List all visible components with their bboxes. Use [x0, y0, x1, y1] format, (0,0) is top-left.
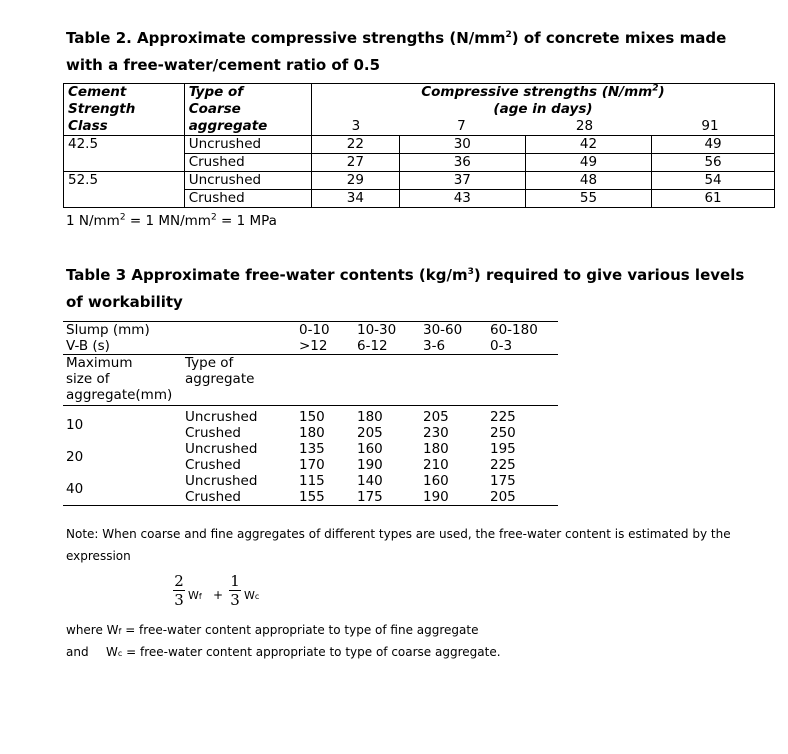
class-cell: 52.5	[64, 172, 185, 190]
value-cell: 170	[299, 457, 325, 473]
value-cell: 175	[490, 473, 516, 489]
compressive-strength-table	[63, 83, 775, 208]
type-cell: Crushed	[184, 154, 311, 172]
note-paragraph	[66, 523, 766, 567]
value-cell: 54	[652, 172, 775, 190]
table-row	[63, 441, 558, 457]
value-cell: 27	[311, 154, 399, 172]
type-cell: Crushed	[182, 489, 296, 506]
value-cell: 30	[399, 136, 525, 154]
value-cell: 135	[299, 441, 325, 457]
value-cell: 155	[296, 489, 354, 506]
fraction-one-third: 1 3	[230, 572, 240, 609]
slump-label: Slump (mm)	[63, 322, 296, 339]
table-row	[63, 473, 558, 489]
value-cell: 230	[423, 425, 449, 441]
value-cell: 180	[357, 409, 383, 425]
slump-value: 30-60	[420, 322, 487, 339]
vb-row	[63, 338, 558, 355]
value-cell: 29	[311, 172, 399, 190]
table3-title: Table 3 Approximate free-water contents $(kg/m^3)$ required to give various levels of workability	[66, 266, 745, 311]
slump-row	[63, 322, 558, 339]
value-cell: 225	[490, 457, 516, 473]
size-cell: 40	[63, 473, 182, 506]
age-3: 3	[351, 118, 361, 134]
age-91: 91	[701, 118, 719, 134]
note-line2: expression	[66, 549, 131, 563]
type-cell: Crushed	[185, 457, 241, 473]
vb-label: V-B (s)	[63, 338, 296, 355]
value-cell: 175	[354, 489, 420, 506]
value-cell: 22	[311, 136, 399, 154]
value-cell: 43	[399, 190, 525, 208]
value-cell: 180	[299, 425, 325, 441]
class-cell	[64, 190, 185, 208]
and-line: and	[66, 645, 89, 659]
wc-term: Wc	[244, 589, 260, 602]
header-compressive-strengths: Compressive strengths $(N/mm^2)$ (age in days) 3 7 28 91	[311, 84, 774, 136]
fraction-two-thirds: 2 3	[174, 572, 184, 609]
vb-value: 6-12	[354, 338, 420, 355]
formula	[173, 573, 283, 621]
value-cell: 42	[525, 136, 651, 154]
value-cell: 49	[525, 154, 651, 172]
value-cell: 34	[311, 190, 399, 208]
value-cell: 180	[423, 441, 449, 457]
table2-footnote: 1 $N/mm^2 = 1$ $MN/mm^2 = 1$ MPa	[66, 212, 277, 229]
table2-title: Table 2. Approximate compressive strengths $(N/mm^2)$ of concrete mixes made with a free-water/cement ratio of 0.5	[66, 29, 727, 74]
age-7: 7	[457, 118, 466, 134]
type-cell: Uncrushed	[185, 473, 258, 489]
value-cell: 190	[420, 489, 487, 506]
value-cell: 61	[652, 190, 775, 208]
header-cement-strength-class: Cement Strength Class	[64, 84, 185, 136]
table2-header-row	[64, 84, 775, 136]
type-cell: Crushed	[184, 190, 311, 208]
value-cell: 205	[357, 425, 383, 441]
vb-value: 3-6	[420, 338, 487, 355]
type-cell: Uncrushed	[185, 441, 258, 457]
where-line: where Wf = free-water content appropriate to type of fine aggregate	[66, 623, 479, 637]
table-row	[64, 136, 775, 154]
value-cell: 210	[423, 457, 449, 473]
value-cell: 190	[357, 457, 383, 473]
header-type-of-coarse-aggregate: Type of Coarse aggregate	[184, 84, 311, 136]
slump-value: 10-30	[354, 322, 420, 339]
value-cell: 250	[490, 425, 516, 441]
age-28: 28	[575, 118, 594, 134]
class-cell	[64, 154, 185, 172]
type-cell: Uncrushed	[185, 409, 258, 425]
max-size-label: Maximum size of aggregate(mm)	[63, 355, 182, 406]
and-definition: Wc = free-water content appropriate to type of coarse aggregate.	[106, 645, 501, 659]
size-header-row	[63, 355, 558, 406]
type-of-aggregate-label: Type of aggregate	[182, 355, 296, 406]
value-cell: 225	[490, 409, 516, 425]
value-cell: 56	[652, 154, 775, 172]
value-cell: 160	[423, 473, 449, 489]
value-cell: 205	[487, 489, 558, 506]
vb-value: 0-3	[487, 338, 558, 355]
value-cell: 160	[357, 441, 383, 457]
value-cell: 205	[423, 409, 449, 425]
value-cell: 150	[299, 409, 325, 425]
value-cell: 55	[525, 190, 651, 208]
type-cell: Uncrushed	[184, 136, 311, 154]
value-cell: 36	[399, 154, 525, 172]
slump-value: 60-180	[487, 322, 558, 339]
table-row	[64, 172, 775, 190]
value-cell: 115	[299, 473, 325, 489]
note-line1: Note: When coarse and fine aggregates of different types are used, the free-water content is estimated by the	[66, 527, 731, 541]
size-cell: 20	[66, 449, 84, 465]
table-row	[64, 190, 775, 208]
type-cell: Uncrushed	[184, 172, 311, 190]
slump-value: 0-10	[296, 322, 354, 339]
free-water-content-table	[63, 321, 558, 506]
value-cell: 37	[399, 172, 525, 190]
value-cell: 49	[652, 136, 775, 154]
value-cell: 195	[490, 441, 516, 457]
table-row	[63, 409, 558, 425]
type-cell: Crushed	[185, 425, 241, 441]
value-cell: 48	[525, 172, 651, 190]
table-row	[64, 154, 775, 172]
size-cell: 10	[66, 417, 84, 433]
class-cell: 42.5	[64, 136, 185, 154]
value-cell: 140	[357, 473, 383, 489]
vb-value: >12	[296, 338, 354, 355]
plus-sign: +	[213, 588, 224, 602]
wf-term: Wf	[188, 589, 202, 602]
